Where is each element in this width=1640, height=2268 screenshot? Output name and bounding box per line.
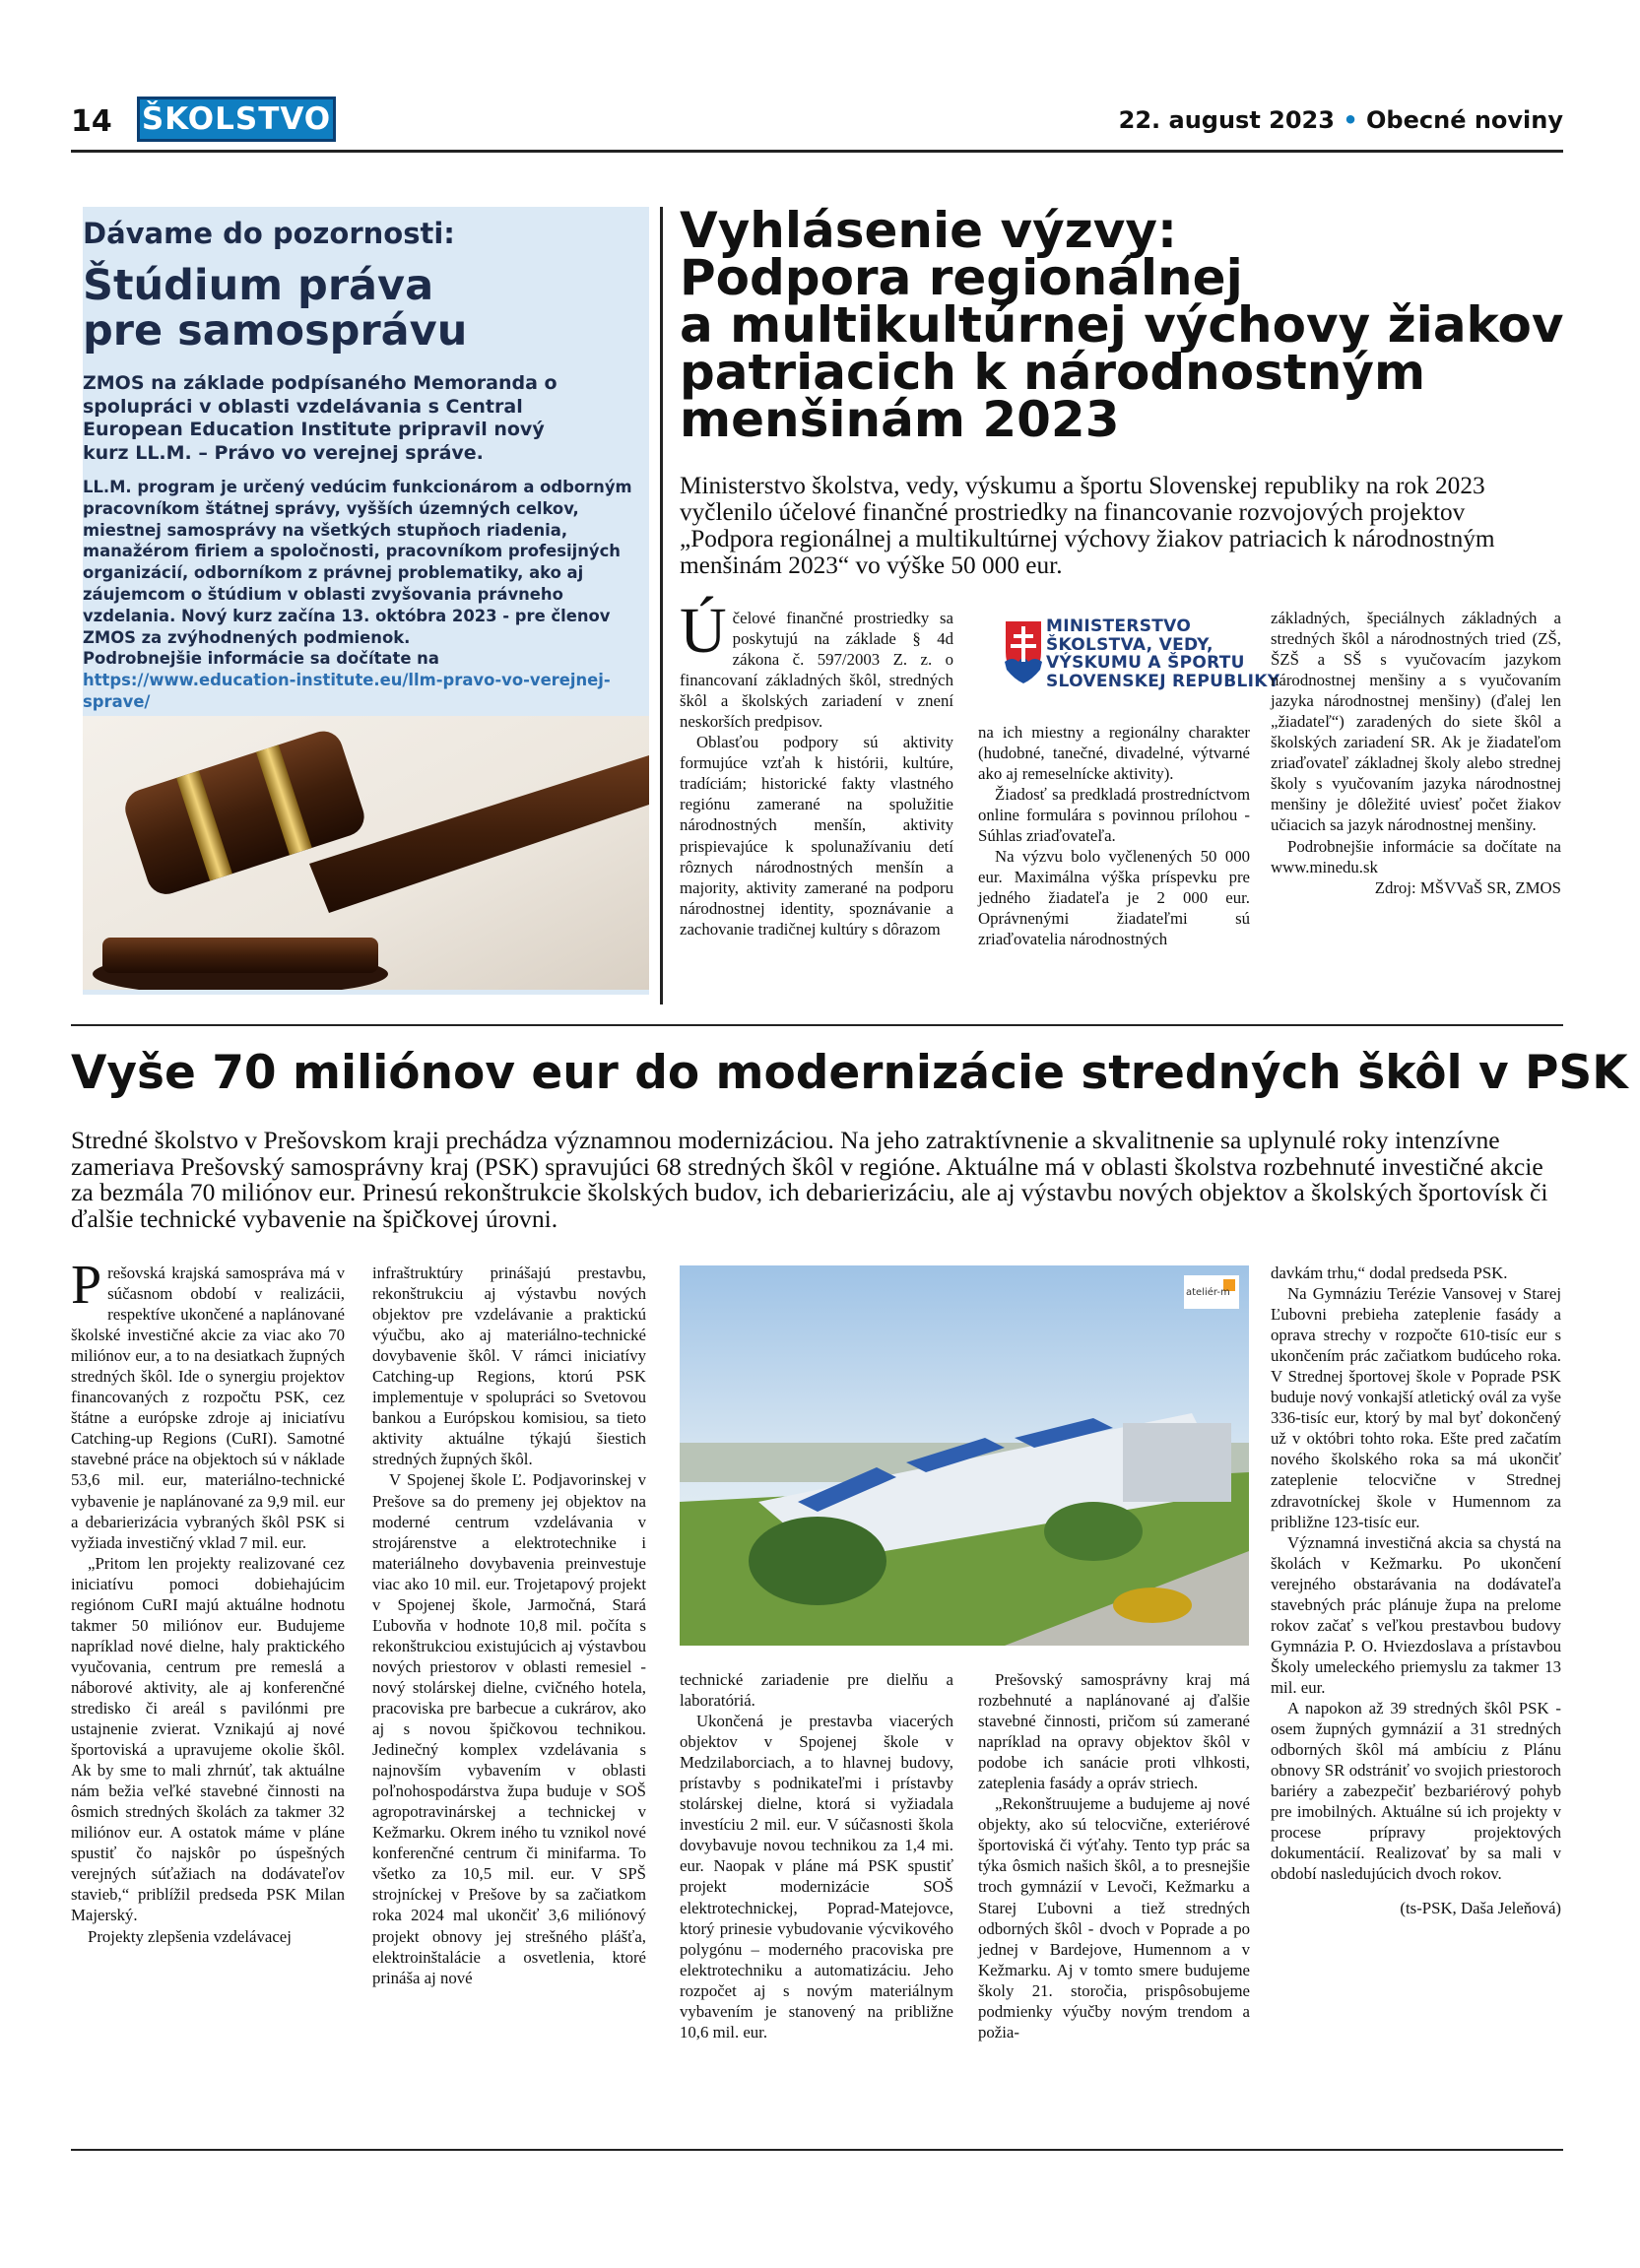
paragraph: Prešovský samosprávny kraj má rozbehnuté a naplánované aj ďalšie stavebné činnosti, pričom sú zamerané napríklad na opravy objektov škôl v podobe ich sanácie proti vlhkosti, zateplenia fasády a opráv striech. xyxy=(978,1670,1250,1793)
paragraph: Žiadosť sa predkladá prostredníctvom online formulára s povinnou prílohou - Súhlas zriaďovateľa. xyxy=(978,785,1250,846)
page-number: 14 xyxy=(71,104,112,139)
drop-cap: Ú xyxy=(680,595,727,667)
paragraph: Podrobnejšie informácie sa dočítate na www.minedu.sk xyxy=(1271,836,1561,876)
paragraph: technické zariadenie pre dielňu a laboratóriá. xyxy=(680,1670,953,1711)
photo-credit-badge: ateliér-m xyxy=(1186,1287,1230,1298)
slovak-coat-of-arms-icon xyxy=(1005,620,1042,683)
paragraph: Oblasťou podpory sú aktivity formujúce vzťah k histórii, kultúre, tradíciám; historické fakty vlastného regiónu zamerané na spolužitie národnostných menšín, aktivity prispievajúce k spolunažívaniu detí rôznych národnostných menšín a majority, aktivity zamerané na podporu národnostnej identity, spoznávanie a zachovanie tradičnej kultúry s dôrazom xyxy=(680,733,953,939)
box-lead: ZMOS na základe podpísaného Memoranda o spolupráci v oblasti vzdelávania s Central European Education Institute pripravil nový kurz LL.M. – Právo vo verejnej správe. xyxy=(83,372,558,464)
section-label: ŠKOLSTVO xyxy=(141,101,332,137)
issue-date: 22. august 2023 xyxy=(1118,106,1335,134)
paragraph: Na výzvu bolo vyčlenených 50 000 eur. Maximálna výška príspevku pre jedného žiadateľa je 2 000 eur. Oprávnenými žiadateľmi sú zriaďovatelia národnostných xyxy=(978,847,1250,949)
paragraph: davkám trhu,“ dodal predseda PSK. xyxy=(1271,1264,1508,1282)
top-article-lead: Ministerstvo školstva, vedy, výskumu a športu Slovenskej republiky na rok 2023 vyčlenilo účelové finančné prostriedky na financovanie rozvojových projektov „Podpora regionálnej a multikultúrnej výchovy žiakov patriacich k národnostným menšinám 2023“ vo výške 50 000 eur. xyxy=(680,472,1495,579)
top-article-title xyxy=(680,202,1566,448)
title-line: a multikultúrnej výchovy žiakov xyxy=(680,296,1564,354)
logo-line: MINISTERSTVO xyxy=(1046,616,1192,636)
paragraph: Projekty zlepšenia vzdelávacej xyxy=(88,1926,292,1946)
header-separator: • xyxy=(1343,106,1358,134)
box-title xyxy=(83,263,467,354)
logo-line: VÝSKUMU A ŠPORTU xyxy=(1046,653,1245,673)
box-more-info xyxy=(83,648,644,712)
bottom-article-lead: Stredné školstvo v Prešovskom kraji prechádza významnou modernizáciou. Na jeho zatraktívnenie a skvalitnenie sa uplynulé roky intenzívne zameriava Prešovský samosprávny kraj (PSK) spravujúci 68 stredných škôl v regióne. Aktuálne má v oblasti školstva rozbehnuté investičné akcie za bezmála 70 miliónov eur. Prinesú rekonštrukcie školských budov, ich debarierizáciu, ale aj výstavbu nových objektov a školských športovísk či ďalšie technické vybavenie na špičkovej úrovni. xyxy=(71,1126,1548,1233)
logo-line: ŠKOLSTVA, VEDY, xyxy=(1046,634,1214,655)
bottom-article-column-2 xyxy=(372,1263,646,1988)
paragraph: V Spojenej škole Ľ. Podjavorinskej v Prešove sa do premeny jej objektov na moderné centrum vzdelávania v strojárenstve a elektrotechnike i materiálneho dovybavenia preinvestuje viac ako 10 mil. eur. Trojetapový projekt v Spojenej škole, Jarmočná, Stará Ľubovňa v hodnote 10,8 mil. počíta s rekonštrukciou existujúcich aj výstavbou nových priestorov v oblasti remesiel - nový stolárskej dielne, cvičného hotela, pracoviska pre barbecue a cukrárov, ako aj s novou špičkovou technikou. Jedinečný komplex vzdelávania s najnovším vybavením v oblasti poľnohospodárstva župa buduje v SOŠ agropotravinárskej a technickej v Kežmarku. Okrem iného tu vznikol nové konferenčné centrum či minifarma. To všetko za 10,5 mil. eur. V SPŠ strojníckej v Prešove by sa začiatkom roka 2024 mal ukončiť 3,6 miliónový projekt obnovy jej strešného plášťa, elektroinštalácie a osvetlenia, ktoré prináša aj nové xyxy=(372,1470,646,1987)
bottom-article-title: Vyše 70 miliónov eur do modernizácie stredných škôl v PSK xyxy=(71,1046,1628,1100)
title-line: menšinám 2023 xyxy=(680,391,1120,448)
article-source: Zdroj: MŠVVaŠ SR, ZMOS xyxy=(1374,877,1561,897)
header-rule xyxy=(71,150,1563,153)
school-rendering-photo xyxy=(680,1265,1249,1646)
paragraph: Ukončená je prestavba viacerých objektov v Spojenej škole v Medzilaborciach, a to hlavnej budovy, prístavby s podnikateľmi i prístavby stolárskej dielne, ktorá si vyžiadala investíciu 2 mil. eur. V súčasnosti škola dovybavuje novou technikou za 1,4 mi. eur. Naopak v pláne má PSK spustiť projekt modernizácie SOŠ elektrotechnickej, Poprad-Matejovce, ktorý prinesie vybudovanie výcvikového polygónu – moderného pracoviska pre elektrotechniku a automatizáciu. Jeho rozpočet aj s novým materiálnym vybavením je stanovený na približne 10,6 mil. eur. xyxy=(680,1712,953,2041)
paragraph: „Rekonštruujeme a budujeme aj nové objekty, ako sú telocvične, exteriérové športoviská či výťahy. Tento typ prác sa týka ôsmich našich škôl, a to presnejšie troch gymnázií v Levoči, Kežmarku a Starej Ľubovni a tiež stredných odborných škôl - dvoch v Poprade a po jednej v Bardejove, Humennom a v Kežmarku. Aj v tomto smere budujeme školy 21. storočia, prispôsobujeme podmienky výučby novým trendom a požia- xyxy=(978,1794,1250,2041)
paragraph: Účelové finančné prostriedky sa poskytujú na základe § 4d zákona č. 597/2003 Z. z. o financovaní základných škôl, stredných škôl a školských zariadení v znení neskorších predpisov. xyxy=(680,595,953,732)
paragraph: základných, špeciálnych základných a stredných škôl a národnostných tried (ZŠ, ŠZŠ a SŠ s vyučovacím jazykom národnostnej menšiny a s vyučovaním jazyka národnostnej menšiny) (ďalej len „žiadateľ“) zaradených do siete škôl a školských zariadení SR. Ak je žiadateľom zriaďovateľ základnej školy alebo strednej školy s vyučovaním jazyka národnostnej menšiny je dôležité uviesť počet žiakov učiacich sa jazyk národnostnej menšiny. xyxy=(1271,609,1561,835)
paragraph: A napokon až 39 stredných škôl PSK - osem župných gymnázií a 31 stredných odborných škôl má ambíciu z Plánu obnovy SR odstrániť vo svojich priestoroch bariéry a zabezpečiť bezbariérový pohyb pre imobilných. Aktuálne sú ich projekty v procese prípravy projektových dokumentácií. Realizovať by sa mali v období nasledujúcich dvoch rokov. xyxy=(1271,1698,1561,1884)
box-body: LL.M. program je určený vedúcim funkcionárom a odborným pracovníkom štátnej správy, vyšších územných celkov, miestnej samosprávy na všetkých stupňoch riadenia, manažérom firiem a spoločnosti, pracovníkom profesijných organizácií, odborníkom z právnej problematiky, ako aj záujemcom o štúdium v oblasti zvyšovania právneho vzdelania. Nový kurz začína 13. októbra 2023 - pre členov ZMOS za zvýhodnených podmienok. xyxy=(83,478,632,647)
logo-line: SLOVENSKEJ REPUBLIKY xyxy=(1046,671,1280,691)
bottom-article-column-1 xyxy=(71,1255,345,1947)
drop-cap: P xyxy=(71,1255,102,1316)
paragraph: infraštruktúry prinášajú prestavbu, rekonštrukciu aj výstavbu nových objektov pre vzdelávanie a praktickú výučbu, ako aj materiálno-technické dovybavenie škôl. V rámci iniciatívy Catching-up Regions, ktorú PSK implementuje v spolupráci so Svetovou bankou a Európskou komisiou, sa tieto aktivity aktuálne týkajú šiestich stredných župných škôl. xyxy=(372,1264,646,1469)
paragraph: „Pritom len projekty realizované cez iniciatívu pomoci dobiehajúcim regiónom CuRI majú aktuálne hodnotu takmer 50 miliónov eur. Budujeme napríklad nové dielne, haly praktického vyučovania, centrum pre remeslá a náborové aktivity, ale aj konferenčné stredisko či areál s pavilónmi pre ustajnenie zvierat. Vznikajú aj nové športoviská a upravujeme okolie škôl. Ak by sme to mali zhrnúť, tak aktuálne nám bežia veľké stavebné činnosti na ôsmich stredných školách za takmer 32 miliónov eur. A ostatok máme v pláne spustiť čo najskôr po úspešných verejných súťažiach na dodávateľov stavieb,“ priblížil predseda PSK Milan Majerský. xyxy=(71,1553,345,1925)
gavel-photo xyxy=(83,716,649,990)
bottom-article-column-3 xyxy=(680,1669,953,2042)
author-signature: (ts-PSK, Daša Jeleňová) xyxy=(1400,1899,1561,1918)
paragraph: Na Gymnáziu Terézie Vansovej v Starej Ľubovni prebieha zateplenie fasády a oprava strechy v rozpočte 610-tisíc eur s ukončením prác začiatkom budúceho roka. V Strednej športovej škole v Poprade PSK buduje nový vonkajší atletický ovál za vyše 336-tisíc eur, ktorý by mal byť dokončený už v októbri tohto roka. Ešte pred začatím nového školského roka sa má ukončiť zateplenie telocvične v Strednej zdravotníckej škole v Humennom za približne 123-tisíc eur. xyxy=(1271,1284,1561,1531)
bottom-article-column-4 xyxy=(978,1669,1250,2042)
title-line: Vyhlásenie výzvy: xyxy=(680,202,1177,259)
top-article-column-2 xyxy=(978,722,1250,950)
title-line: patriacich k národnostným xyxy=(680,344,1426,401)
top-article-column-3 xyxy=(1271,608,1561,898)
page-header-info xyxy=(1119,106,1563,134)
box-kicker: Dávame do pozornosti: xyxy=(83,217,455,250)
publication-name: Obecné noviny xyxy=(1366,106,1563,134)
course-link[interactable]: https://www.education-institute.eu/llm-pravo-vo-verejnej-sprave/ xyxy=(83,670,611,711)
paragraph: na ich miestny a regionálny charakter (hudobné, tanečné, divadelné, výtvarné ako aj remeselnícke aktivity). xyxy=(978,723,1250,784)
top-article-column-1 xyxy=(680,595,953,940)
box-title-line: Štúdium práva xyxy=(83,261,434,310)
section-rule xyxy=(71,1024,1563,1026)
paragraph: Prešovská krajská samospráva má v súčasnom období v realizácii, respektíve ukončené a naplánované školské investičné akcie za viac ako 70 miliónov eur, a to na desiatkach župných stredných škôl. Ide o synergiu projektov financovaných z rozpočtu PSK, cez štátne a európske zdroje aj iniciatívu Catching-up Regions (CuRI). Samotné stavebné práce na objektoch sú v náklade 53,6 mil. eur, materiálno-technické vybavenie je naplánované za 9,9 mil. eur a debarierizácia vybraných škôl PSK si vyžiada investičný vklad 7 mil. eur. xyxy=(71,1255,345,1552)
title-line: Podpora regionálnej xyxy=(680,249,1243,306)
box-title-line: pre samosprávu xyxy=(83,306,468,356)
ministry-logo-text xyxy=(1046,617,1279,690)
footer-rule xyxy=(71,2149,1563,2151)
column-separator xyxy=(660,207,663,1004)
box-more-text: Podrobnejšie informácie sa dočítate na xyxy=(83,649,439,668)
paragraph: Významná investičná akcia sa chystá na školách v Kežmarku. Po ukončení verejného obstarávania na dodávateľa stavebných prác plánuje župa na prelome rokov začať s veľkou prestavbou budovy Gymnázia P. O. Hviezdoslava a prístavbou Školy umeleckého priemyslu za takmer 13 mil. eur. xyxy=(1271,1532,1561,1697)
bottom-article-column-5 xyxy=(1271,1263,1561,1918)
